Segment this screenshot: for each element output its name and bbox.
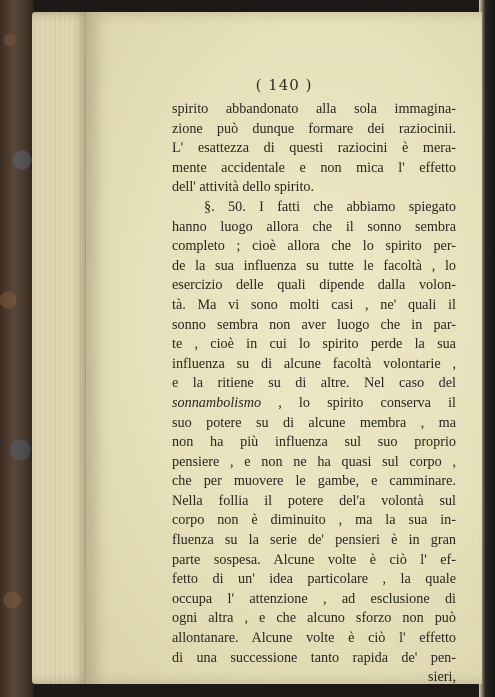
text-line: spirito abbandonato alla sola immagina- xyxy=(172,101,456,117)
text-line: corpo non è diminuito , ma la sua in- xyxy=(172,512,456,529)
text-line: dell' attività dello spirito. xyxy=(172,179,315,196)
text-line: parte sospesa. Alcune volte è ciò l' ef- xyxy=(172,551,456,568)
text-line xyxy=(172,394,456,414)
italic-term: sonnambolismo xyxy=(172,394,262,411)
body-text xyxy=(172,100,456,688)
page-edges xyxy=(32,12,88,684)
catchword: sieri, xyxy=(428,669,456,686)
text-line: e la ritiene su di altre. Nel caso del xyxy=(172,375,456,392)
text-line: fluenza su la serie de' pensieri è in gran xyxy=(172,532,456,549)
text-line: che per muovere le gambe, e camminare. xyxy=(172,473,456,490)
text-line: tà. Ma vi sono molti casi , ne' quali il xyxy=(172,296,456,313)
text-line: §. 50. I fatti che abbiamo spiegato xyxy=(204,198,456,215)
text-line: di una successione tanto rapida de' pen- xyxy=(172,649,456,666)
text-line: zione può dunque formare dei raziocinii. xyxy=(172,120,456,137)
text-line: mente accidentale e non mica l' effetto xyxy=(172,159,456,176)
text-line: sonno sembra non aver luogo che in par- xyxy=(172,316,456,333)
text-line: influenza su di alcune facoltà volontarie , xyxy=(172,355,456,372)
text-line: Nella follia il potere del'a volontà sul xyxy=(172,492,456,509)
text-line: non ha più influenza sul suo proprio xyxy=(172,434,456,451)
text-line: fetto di un' idea particolare , la quale xyxy=(172,571,456,588)
text-line: pensiere , e non ne ha quasi sul corpo , xyxy=(172,453,456,470)
marbled-cover-board xyxy=(0,0,34,697)
text-line: occupa l' attenzione , ad esclusione di xyxy=(172,590,456,607)
text-line: L' esattezza di questi raziocini è mera- xyxy=(172,140,456,157)
text-line: esercizio delle quali dipende dalla volon- xyxy=(172,277,456,294)
text-line: te , cioè in cui lo spirito perde la sua xyxy=(172,336,456,353)
text-segment: , lo spirito conserva il xyxy=(261,394,456,411)
text-line: completo ; cioè allora che lo spirito per- xyxy=(172,238,456,255)
text-line: hanno luogo allora che il sonno sembra xyxy=(172,218,456,235)
text-line: allontanare. Alcune volte è ciò l' effetto xyxy=(172,630,456,647)
text-line: suo potere su di alcune membra , ma xyxy=(172,414,456,431)
page-number: ( 140 ) xyxy=(255,76,313,94)
text-line: ogni altra , e che alcuno sforzo non può xyxy=(172,610,456,627)
text-line: de la sua influenza su tutte le facoltà , lo xyxy=(172,257,456,274)
